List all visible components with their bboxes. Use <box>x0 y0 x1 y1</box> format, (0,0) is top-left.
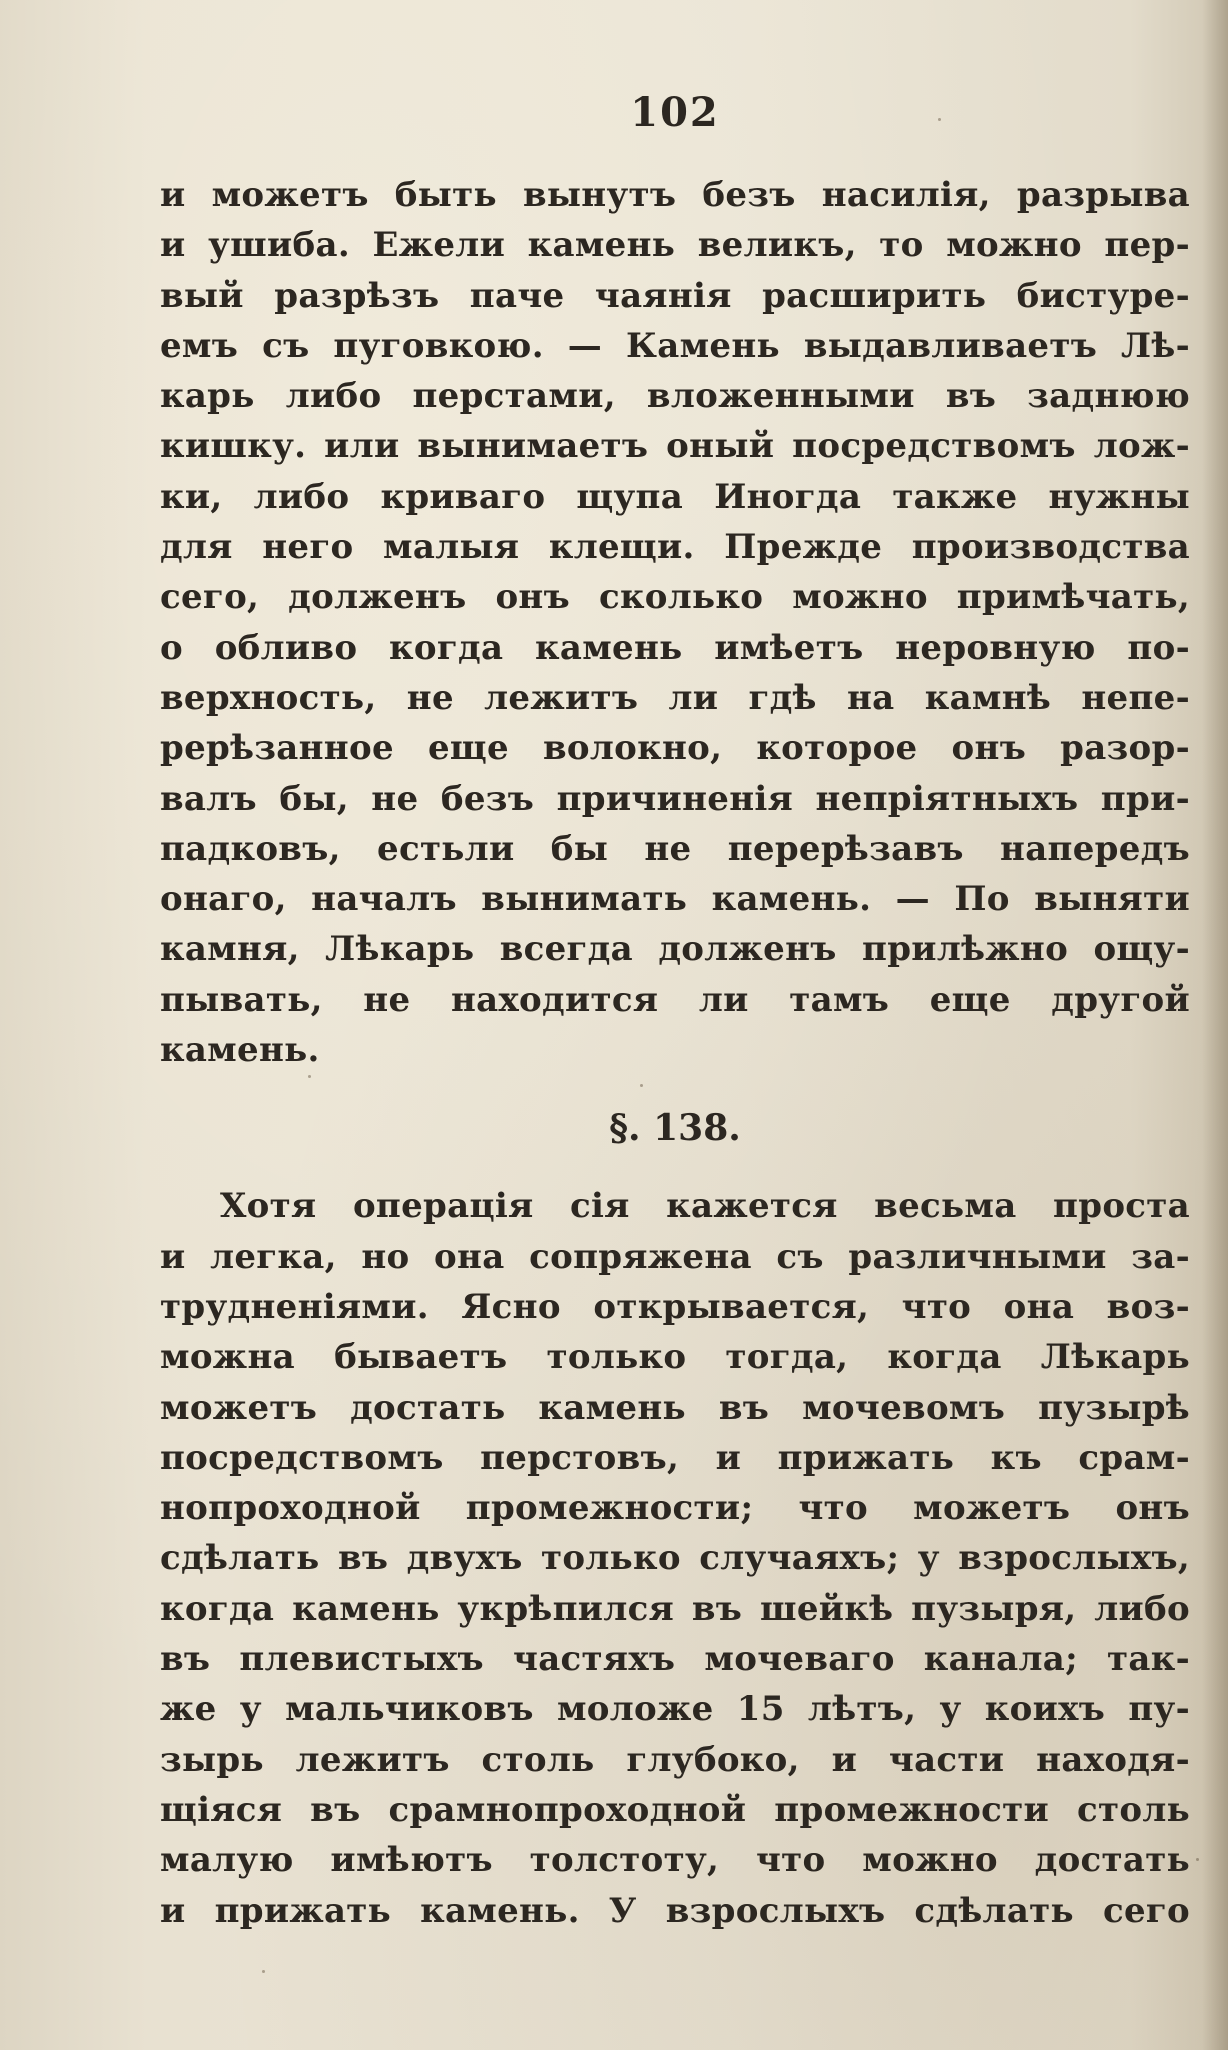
text-line: сего, долженъ онъ сколько можно примѣчать, <box>160 577 1190 618</box>
text-line: и ушиба. Ежели камень великъ, то можно пер- <box>160 225 1190 266</box>
text-line: онаго, началъ вынимать камень. — По выняти <box>160 879 1190 920</box>
text-line: валъ бы, не безъ причиненія непріятныхъ при- <box>160 778 1190 819</box>
text-line: въ плевистыхъ частяхъ мочеваго канала; так- <box>160 1639 1190 1680</box>
text-line: Хотя операція сія кажется весьма проста <box>220 1186 1190 1227</box>
text-line: и прижать камень. У взрослыхъ сдѣлать сего <box>160 1890 1190 1931</box>
text-line: вый разрѣзъ паче чаянія расширить бистуре- <box>160 275 1190 316</box>
text-line: малую имѣютъ толстоту, что можно достать <box>160 1840 1190 1881</box>
page-edge-shadow <box>1202 0 1228 2050</box>
text-line: ки, либо криваго щупа Иногда также нужны <box>160 476 1190 517</box>
text-line: камня, Лѣкарь всегда долженъ прилѣжно ощу- <box>160 929 1190 970</box>
text-line: рерѣзанное еще волокно, которое онъ разор- <box>160 728 1190 769</box>
section-heading: §. 138. <box>609 1107 741 1150</box>
text-block <box>160 80 1190 1936</box>
text-line: когда камень укрѣпился въ шейкѣ пузыря, либо <box>160 1588 1190 1629</box>
text-line: можетъ достать камень въ мочевомъ пузырѣ <box>160 1387 1190 1428</box>
text-line: зырь лежитъ столь глубоко, и части находя- <box>160 1739 1190 1780</box>
text-line: для него малыя клещи. Прежде производства <box>160 527 1190 568</box>
text-line: и легка, но она сопряжена съ различными за- <box>160 1236 1190 1277</box>
paper-speck <box>938 118 941 121</box>
text-line: щіяся въ срамнопроходной промежности столь <box>160 1789 1190 1830</box>
text-line: кишку. или вынимаетъ оный посредствомъ лож- <box>160 426 1190 467</box>
paper-speck <box>640 1084 643 1087</box>
text-line: верхность, не лежитъ ли гдѣ на камнѣ непе- <box>160 677 1190 718</box>
text-line: сдѣлать въ двухъ только случаяхъ; у взрослыхъ, <box>160 1538 1190 1579</box>
text-line: камень. <box>160 1030 320 1071</box>
paragraph-2 <box>160 1181 1190 1935</box>
text-line: карь либо перстами, вложенными въ заднюю <box>160 376 1190 417</box>
text-line: трудненіями. Ясно открывается, что она воз- <box>160 1286 1190 1327</box>
text-line: посредствомъ перстовъ, и прижать къ срам- <box>160 1437 1190 1478</box>
text-line: можна бываетъ только тогда, когда Лѣкарь <box>160 1337 1190 1378</box>
text-line: же у мальчиковъ моложе 15 лѣтъ, у коихъ пу- <box>160 1689 1190 1730</box>
paper-speck <box>1196 1858 1199 1861</box>
text-line: емъ съ пуговкою. — Камень выдавливаетъ Лѣ- <box>160 325 1190 366</box>
text-line: и можетъ быть вынутъ безъ насилія, разрыва <box>160 175 1190 215</box>
page-number: 102 <box>630 89 720 136</box>
text-line: нопроходной промежности; что можетъ онъ <box>160 1488 1190 1529</box>
text-line: пывать, не находится ли тамъ еще другой <box>160 979 1190 1020</box>
paper-speck <box>308 1075 311 1078</box>
text-line: о обливо когда камень имѣетъ неровную по- <box>160 627 1190 668</box>
paper-speck <box>262 1970 265 1973</box>
paragraph-1 <box>160 170 1190 1075</box>
text-line: падковъ, естьли бы не перерѣзавъ напередъ <box>160 828 1190 869</box>
